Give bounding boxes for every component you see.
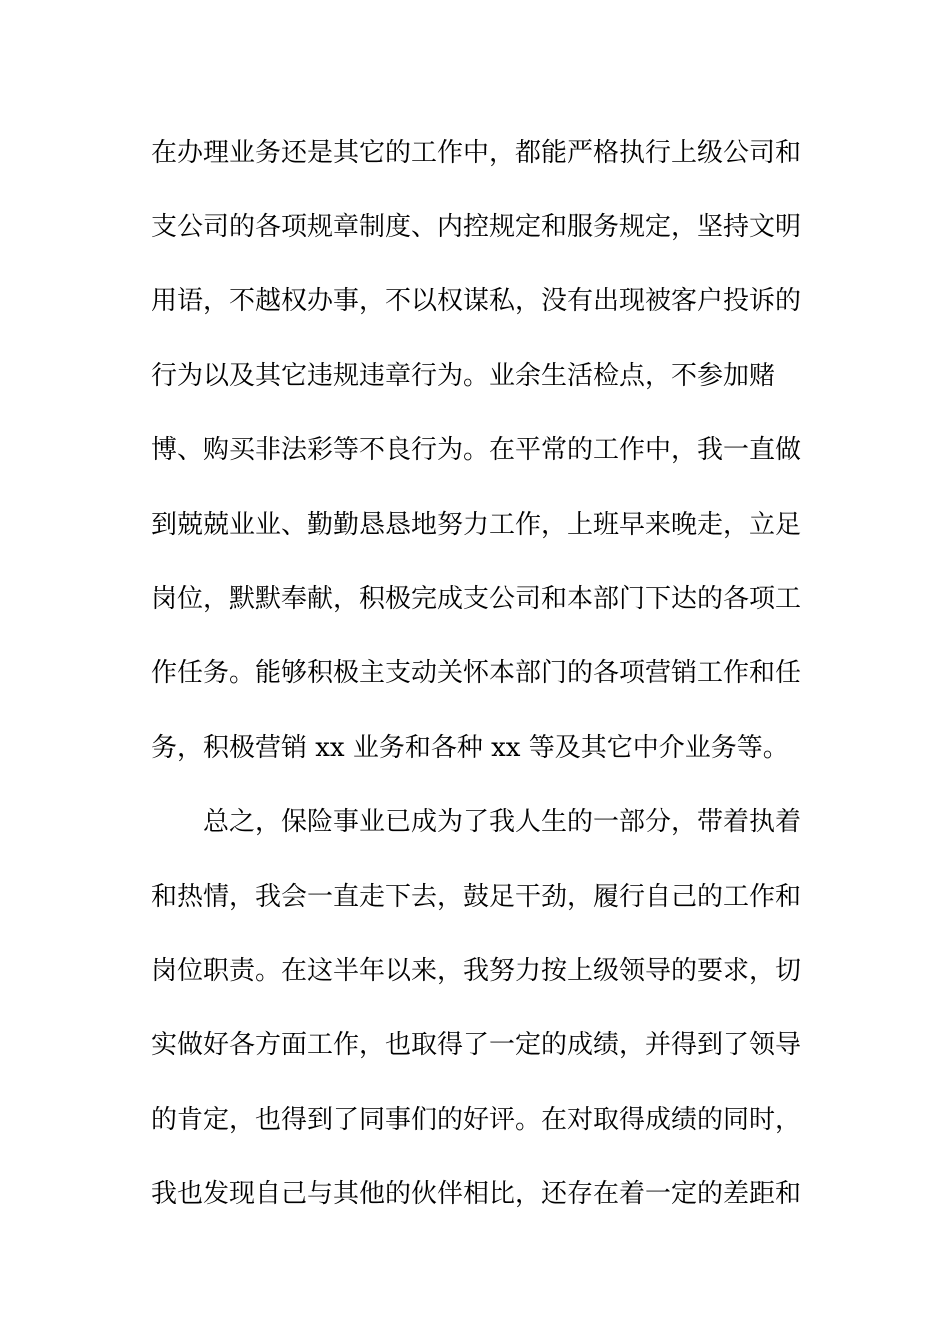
text-line: 的肯定，也得到了同事们的好评。在对取得成绩的同时，	[151, 1105, 802, 1135]
text-line: 到兢兢业业、勤勤恳恳地努力工作，上班早来晚走，立足	[151, 510, 802, 540]
text-line: 和热情，我会一直走下去，鼓足干劲，履行自己的工作和	[151, 882, 802, 912]
text-line: 支公司的各项规章制度、内控规定和服务规定，坚持文明	[151, 212, 802, 242]
text-line: 作任务。能够积极主支动关怀本部门的各项营销工作和任	[151, 658, 802, 688]
text-line: 行为以及其它违规违章行为。业余生活检点，不参加赌	[151, 361, 776, 391]
text-line: 博、购买非法彩等不良行为。在平常的工作中，我一直做	[151, 435, 802, 465]
text-line: 实做好各方面工作，也取得了一定的成绩，并得到了领导	[151, 1030, 802, 1060]
text-line: 岗位，默默奉献，积极完成支公司和本部门下达的各项工	[151, 584, 802, 614]
text-line: 用语，不越权办事，不以权谋私，没有出现被客户投诉的	[151, 286, 802, 316]
text-line: 在办理业务还是其它的工作中，都能严格执行上级公司和	[151, 138, 802, 168]
paragraph-first-line: 总之，保险事业已成为了我人生的一部分，带着执着	[203, 807, 802, 837]
text-line: 岗位职责。在这半年以来，我努力按上级领导的要求，切	[151, 956, 802, 986]
text-line: 我也发现自己与其他的伙伴相比，还存在着一定的差距和	[151, 1179, 802, 1209]
text-line: 务，积极营销 xx 业务和各种 xx 等及其它中介业务等。	[151, 733, 789, 763]
